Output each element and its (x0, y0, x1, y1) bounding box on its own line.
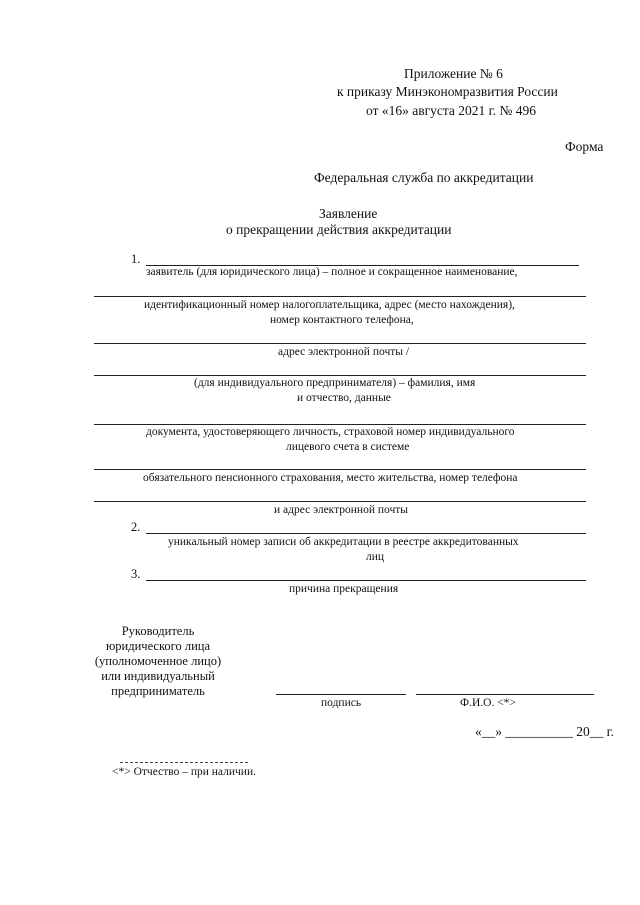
field-line-email[interactable] (94, 343, 586, 344)
signature-date[interactable]: «__» __________ 20__ г. (475, 724, 615, 739)
caption-name-data: и отчество, данные (297, 392, 391, 404)
signatory-line-2: юридического лица (105, 639, 211, 653)
field-line-inn[interactable] (94, 296, 586, 297)
field-line-record-number[interactable] (146, 533, 586, 534)
document-subtitle: о прекращении действия аккредитации (226, 222, 452, 237)
caption-identity: документа, удостоверяющего личность, страховой номер индивидуального (146, 426, 515, 438)
caption-record-number: уникальный номер записи об аккредитации в реестре аккредитованных (168, 536, 519, 548)
field-line-pension[interactable] (94, 469, 586, 470)
field-line-reason[interactable] (146, 580, 586, 581)
caption-phone: номер контактного телефона, (270, 314, 414, 326)
caption-email: адрес электронной почты / (278, 346, 410, 358)
form-label: Форма (565, 139, 604, 154)
field-line-identity[interactable] (94, 424, 586, 425)
caption-pension: обязательного пенсионного страхования, место жительства, номер телефона (143, 472, 518, 484)
field-line-entrepreneur[interactable] (94, 375, 586, 376)
signature-field[interactable] (276, 694, 406, 695)
agency-name: Федеральная служба по аккредитации (314, 170, 534, 185)
signatory-line-3: (уполномоченное лицо) (94, 654, 222, 668)
full-name-field[interactable] (416, 694, 594, 695)
signatory-line-5: предприниматель (111, 684, 205, 698)
document-title: Заявление (319, 206, 378, 221)
caption-applicant: заявитель (для юридического лица) – полное и сокращенное наименование, (146, 266, 518, 278)
item-number-1: 1. (131, 252, 141, 266)
footnote-rule (120, 762, 248, 763)
order-date: от «16» августа 2021 г. № 496 (366, 103, 536, 118)
appendix-number: Приложение № 6 (404, 66, 503, 81)
caption-record-persons: лиц (366, 551, 385, 563)
signatory-line-4: или индивидуальный (101, 669, 215, 683)
item-number-3: 3. (131, 567, 141, 581)
signatory-block (88, 624, 228, 699)
item-number-2: 2. (131, 520, 141, 534)
caption-reason: причина прекращения (289, 583, 399, 595)
signatory-line-1: Руководитель (121, 624, 195, 638)
order-reference: к приказу Минэкономразвития России (337, 84, 558, 99)
caption-inn: идентификационный номер налогоплательщика, адрес (место нахождения), (144, 299, 515, 311)
field-line-contact-email[interactable] (94, 501, 586, 502)
caption-entrepreneur: (для индивидуального предпринимателя) – фамилия, имя (194, 377, 476, 389)
full-name-caption: Ф.И.О. <*> (460, 697, 516, 709)
caption-account: лицевого счета в системе (286, 441, 410, 453)
footnote-text: <*> Отчество – при наличии. (112, 766, 256, 778)
caption-contact-email: и адрес электронной почты (274, 504, 409, 516)
signature-caption: подпись (321, 697, 362, 709)
